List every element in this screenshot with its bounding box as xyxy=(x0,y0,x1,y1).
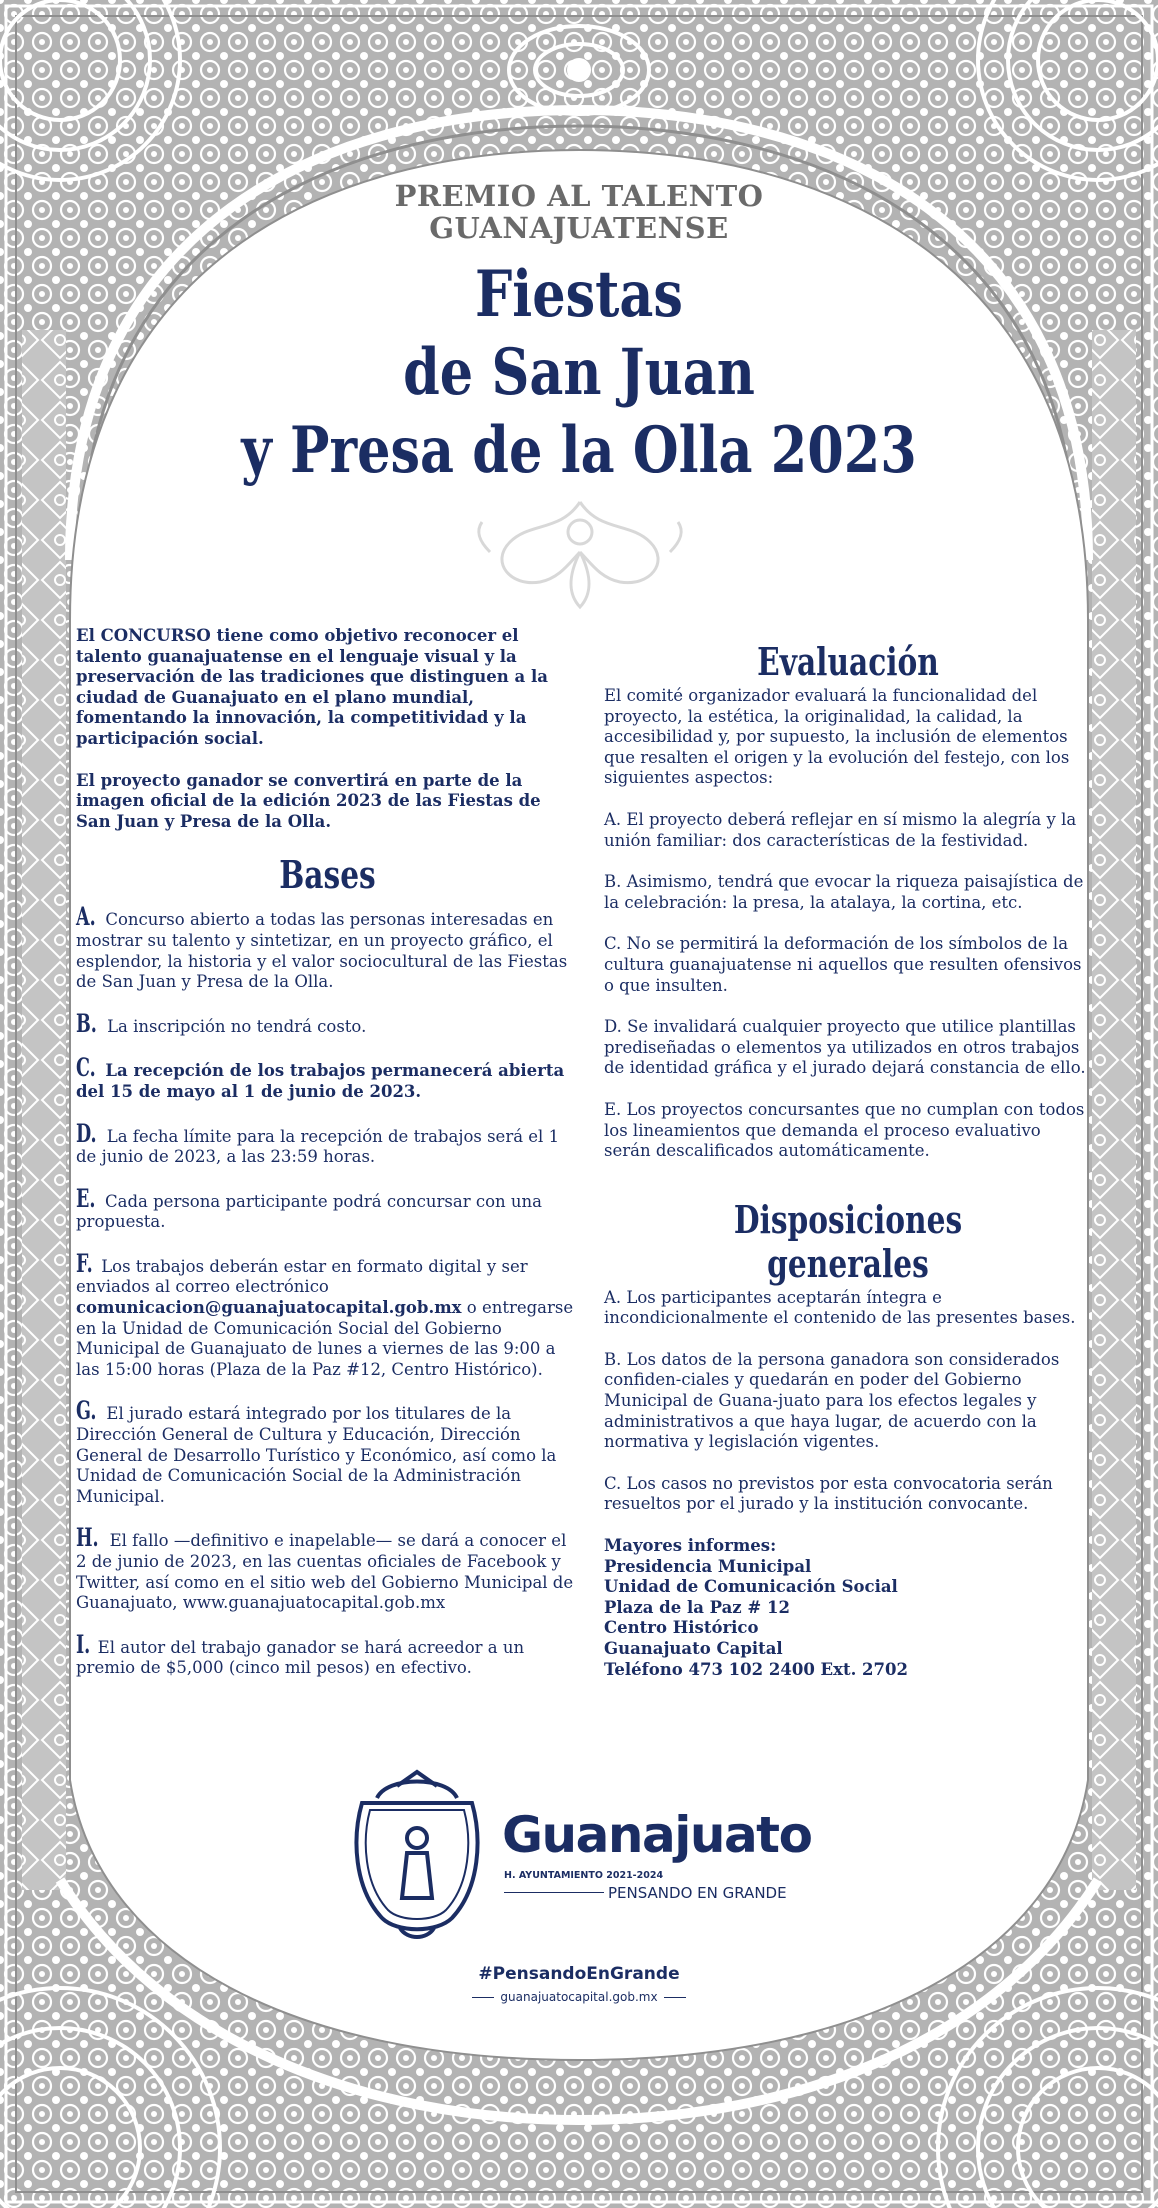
item-text: La fecha límite para la recepción de trabajos será el 1 de junio de 2023, a las 23:59 horas. xyxy=(76,1126,560,1167)
item-letter: G. xyxy=(76,1396,97,1426)
disposiciones-title: Disposiciones generales xyxy=(733,1196,963,1286)
item-letter: H. xyxy=(76,1523,99,1553)
kicker xyxy=(0,180,1158,244)
website-line xyxy=(0,1990,1158,2004)
bases-item-h xyxy=(76,1523,579,1613)
evaluacion-item-a: A. El proyecto deberá reflejar en sí mismo la alegría y la unión familiar: dos características de la festividad. xyxy=(604,809,1077,850)
website-url: guanajuatocapital.gob.mx xyxy=(500,1990,658,2004)
brand-slogan: PENSANDO EN GRANDE xyxy=(608,1884,787,1902)
item-letter: C. xyxy=(76,1053,96,1083)
item-text: Concurso abierto a todas las personas interesadas en mostrar su talento y sintetizar, en un proyecto gráfico, el esplendor, la historia y el valor sociocultural de las Fiestas de San Juan y Presa de la Olla. xyxy=(76,910,568,992)
bases-item-a xyxy=(76,902,579,992)
bases-title: Bases xyxy=(279,852,376,898)
item-text: El fallo —definitivo e inapelable— se dará a conocer el 2 de junio de 2023, en las cuentas oficiales de Facebook y Twitter, así como en el sitio web del Gobierno Municipal de Guanajuato, www.guanajuatocapital.gob.mx xyxy=(76,1531,574,1613)
evaluacion-title: Evaluación xyxy=(757,639,939,684)
item-letter: F. xyxy=(76,1248,93,1278)
item-letter: I. xyxy=(76,1629,91,1659)
kicker-line-1: PREMIO AL TALENTO xyxy=(394,179,764,213)
bases-item-e xyxy=(76,1183,579,1233)
email-address: comunicacion@guanajuatocapital.gob.mx xyxy=(76,1298,462,1318)
contact-phone: Teléfono 473 102 2400 Ext. 2702 xyxy=(604,1659,908,1679)
item-text: La inscripción no tendrá costo. xyxy=(107,1016,367,1036)
bases-item-b xyxy=(76,1008,579,1038)
title-line-1: Fiestas xyxy=(475,257,683,332)
contact-line: Centro Histórico xyxy=(604,1618,759,1638)
item-letter: E. xyxy=(76,1183,96,1213)
title-line-2: de San Juan xyxy=(403,335,755,410)
item-letter: A. xyxy=(76,902,96,932)
right-column xyxy=(604,640,1092,1680)
divider xyxy=(472,1997,494,1998)
evaluacion-item-e: E. Los proyectos concursantes que no cumplan con todos los lineamientos que demanda el proceso evaluativo serán descalificados automáticamente. xyxy=(604,1099,1085,1161)
left-column xyxy=(76,626,579,1700)
item-letter: D. xyxy=(76,1118,97,1148)
header xyxy=(0,180,1158,490)
contact-heading: Mayores informes: xyxy=(604,1536,777,1556)
item-text: Cada persona participante podrá concursar con una propuesta. xyxy=(76,1191,542,1232)
item-text: La recepción de los trabajos permanecerá abierta del 15 de mayo al 1 de junio de 2023. xyxy=(76,1061,565,1101)
coat-of-arms-icon xyxy=(342,1768,492,1943)
brand-name: Guanajuato xyxy=(502,1806,812,1864)
title-line-3: y Presa de la Olla 2023 xyxy=(241,413,917,488)
divider xyxy=(504,1892,604,1893)
kicker-line-2: GUANAJUATENSE xyxy=(429,211,729,245)
hashtag: #PensandoEnGrande xyxy=(478,1964,680,1984)
disposiciones-item-b: B. Los datos de la persona ganadora son considerados confiden-ciales y quedarán en poder del Gobierno Municipal de Guana-juato para los efectos legales y administrativos a que haya lugar, de acuerdo con la normativa y legislación vigentes. xyxy=(604,1349,1060,1452)
evaluacion-intro: El comité organizador evaluará la funcionalidad del proyecto, la estética, la originalidad, la calidad, la accesibilidad y, por supuesto, la inclusión de elementos que resalten el origen y la evolución del festejo, con los siguientes aspectos: xyxy=(604,686,1070,788)
bases-item-i xyxy=(76,1629,579,1679)
item-text: El jurado estará integrado por los titulares de la Dirección General de Cultura y Educación, Dirección General de Desarrollo Turístico y Económico, así como la Unidad de Comunicación Social de la Administración Municipal. xyxy=(76,1404,557,1506)
bases-item-c xyxy=(76,1053,579,1102)
divider xyxy=(664,1997,686,1998)
bases-item-d xyxy=(76,1118,579,1168)
item-letter: B. xyxy=(76,1008,97,1038)
page-title xyxy=(104,256,1054,490)
evaluacion-item-d: D. Se invalidará cualquier proyecto que utilice plantillas prediseñadas o elementos ya utilizados en otros trabajos de identidad gráfica y el jurado dejará constancia de ello. xyxy=(604,1017,1086,1078)
contact-block xyxy=(604,1536,1092,1680)
disposiciones-item-a: A. Los participantes aceptarán íntegra e incondicionalmente el contenido de las presentes bases. xyxy=(604,1287,1076,1328)
bases-item-f xyxy=(76,1248,579,1381)
filigree-ornament xyxy=(470,492,690,612)
evaluacion-item-c: C. No se permitirá la deformación de los símbolos de la cultura guanajuatense ni aquellos que resulten ofensivos o que insulten. xyxy=(604,934,1082,995)
contact-line: Plaza de la Paz # 12 xyxy=(604,1597,790,1617)
item-text-after: o entregarse en la Unidad de Comunicación Social del Gobierno Municipal de Guanajuato de lunes a viernes de las 9:00 a las 15:00 horas (Plaza de la Paz #12, Centro Histórico). xyxy=(76,1298,574,1379)
contact-line: Unidad de Comunicación Social xyxy=(604,1577,898,1597)
bases-item-g xyxy=(76,1396,579,1507)
intro-paragraph-2: El proyecto ganador se convertirá en parte de la imagen oficial de la edición 2023 de las Fiestas de San Juan y Presa de la Olla. xyxy=(76,770,541,831)
contact-line: Guanajuato Capital xyxy=(604,1639,783,1658)
intro-paragraph-1: El CONCURSO tiene como objetivo reconocer el talento guanajuatense en el lenguaje visual y la preservación de las tradiciones que distinguen a la ciudad de Guanajuato en el plano mundial, fomentando la innovación, la competitividad y la participación social. xyxy=(76,626,548,748)
item-text: El autor del trabajo ganador se hará acreedor a un premio de $5,000 (cinco mil pesos) en efectivo. xyxy=(76,1637,525,1678)
disposiciones-item-c: C. Los casos no previstos por esta convocatoria serán resueltos por el jurado y la institución convocante. xyxy=(604,1473,1053,1514)
evaluacion-item-b: B. Asimismo, tendrá que evocar la riqueza paisajística de la celebración: la presa, la atalaya, la cortina, etc. xyxy=(604,872,1084,912)
contact-line: Presidencia Municipal xyxy=(604,1556,812,1576)
item-text: Los trabajos deberán estar en formato digital y ser enviados al correo electrónico xyxy=(76,1256,528,1297)
brand-subtitle: H. AYUNTAMIENTO 2021-2024 xyxy=(504,1870,664,1881)
guanajuato-logo xyxy=(342,1768,822,1948)
